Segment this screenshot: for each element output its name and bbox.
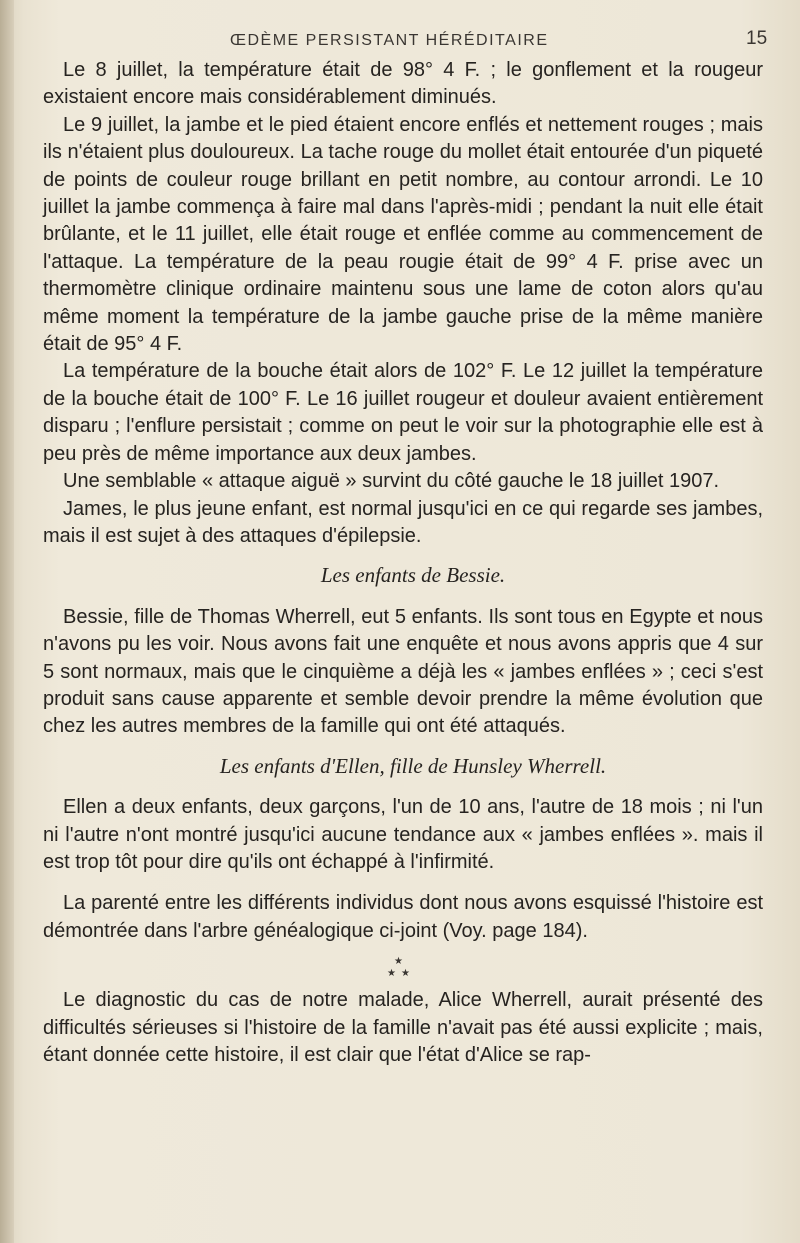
star-icon: ★	[401, 968, 410, 980]
paragraph-mouth-temperature: La température de la bouche était alors de 102° F. Le 12 juillet la température de la bouche était de 100° F. Le 16 juillet rougeur et douleur avaient entièrement disparu ; l'enflure persistait ; comme on peut le voir sur la photographie elle est à peu près de même importance aux deux jambes.	[43, 360, 763, 465]
paragraph-july-9: Le 9 juillet, la jambe et le pied étaient encore enflés et nettement rouges ; mais ils n'étaient plus douloureux. La tache rouge du mollet était entourée d'un piqueté de points de couleur rouge brillant en petit nombre, au contour arrondi. Le 10 juillet la jambe commença à faire mal dans l'après-midi ; pendant la nuit elle était brûlante, et le 11 juillet, elle était rouge et enflée comme au commencement de l'attaque. La température de la peau rougie était de 99° 4 F. prise avec un thermomètre clinique ordinaire maintenu sous une lame de coton alors qu'au même moment la température de la jambe gauche prise de la même manière était de 95° 4 F.	[43, 113, 763, 356]
paragraph-ellen: Ellen a deux enfants, deux garçons, l'un de 10 ans, l'autre de 18 mois ; ni l'un ni l'autre n'ont montré jusqu'ici aucune tendance aux « jambes enflées ». mais il est trop tôt pour dire qu'ils ont échappé à l'infirmité.	[43, 796, 763, 873]
paragraph-july-8: Le 8 juillet, la température était de 98° 4 F. ; le gonflement et la rougeur existaient encore mais considérablement diminués.	[43, 59, 763, 109]
paragraph-acute-attack: Une semblable « attaque aiguë » survint du côté gauche le 18 juillet 1907.	[63, 470, 720, 493]
paragraph-genealogy: La parenté entre les différents individus dont nous avons esquissé l'histoire est démontrée dans l'arbre généalogique ci-joint (Voy. page 184).	[43, 892, 763, 942]
star-icon: ★	[387, 968, 396, 980]
paragraph-diagnosis: Le diagnostic du cas de notre malade, Alice Wherrell, aurait présenté des difficultés sérieuses si l'histoire de la famille n'avait pas été aussi explicite ; mais, étant donnée cette histoire, il est clair que l'état d'Alice se rap-	[43, 989, 763, 1066]
section-heading-ellen: Les enfants d'Ellen, fille de Hunsley Wherrell.	[219, 753, 607, 778]
paragraph-bessie: Bessie, fille de Thomas Wherrell, eut 5 enfants. Ils sont tous en Egypte et nous n'avons pu les voir. Nous avons fait une enquête et nous avons appris que 4 sur 5 sont normaux, mais que le cinquième a déjà les « jambes enflées » ; ceci s'est produit sans cause apparente et semble devoir prendre la même évolution que chez les autres membres de la famille qui ont été attaqués.	[43, 605, 763, 738]
section-heading-bessie: Les enfants de Bessie.	[320, 563, 506, 588]
paragraph-james: James, le plus jeune enfant, est normal jusqu'ici en ce qui regarde ses jambes, mais il est sujet à des attaques d'épilepsie.	[43, 497, 763, 547]
page-binding-shadow	[0, 0, 14, 1243]
star-icon: ★	[394, 956, 403, 968]
page-number: 15	[746, 28, 768, 49]
body-text	[43, 57, 763, 1069]
running-title: ŒDÈME PERSISTANT HÉRÉDITAIRE	[230, 32, 549, 49]
asterism-divider	[43, 949, 763, 985]
page-header	[0, 14, 800, 54]
